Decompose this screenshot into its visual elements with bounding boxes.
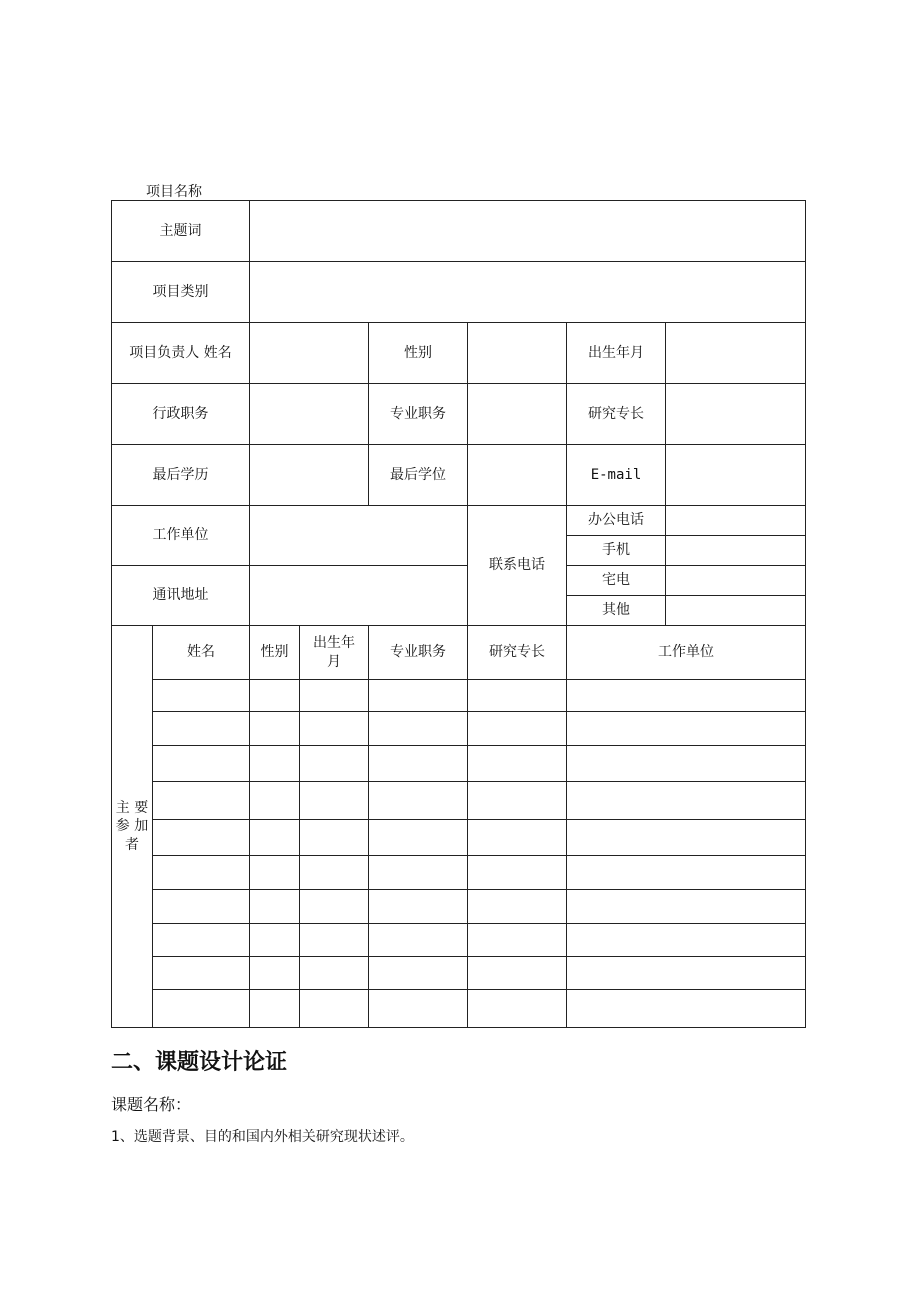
- member-birth-cell[interactable]: [300, 782, 369, 820]
- table-row: [112, 680, 806, 712]
- member-prof-title-cell[interactable]: [369, 990, 468, 1028]
- keywords-label: 主题词: [112, 201, 250, 262]
- member-prof-title-cell[interactable]: [369, 856, 468, 890]
- keywords-field[interactable]: [250, 201, 806, 262]
- member-work-unit-cell[interactable]: [567, 820, 806, 856]
- member-gender-cell[interactable]: [250, 820, 300, 856]
- project-name-label: 项目名称: [146, 184, 202, 200]
- member-research-cell[interactable]: [468, 712, 567, 746]
- member-research-cell[interactable]: [468, 890, 567, 924]
- members-section-label: [112, 626, 153, 1028]
- gender-label: 性别: [369, 323, 468, 384]
- member-prof-title-cell[interactable]: [369, 890, 468, 924]
- email-label: E-mail: [567, 445, 666, 506]
- member-gender-cell[interactable]: [250, 924, 300, 957]
- work-unit-label: 工作单位: [112, 506, 250, 566]
- member-prof-title-cell[interactable]: [369, 680, 468, 712]
- member-research-cell[interactable]: [468, 957, 567, 990]
- member-birth-cell[interactable]: [300, 746, 369, 782]
- members-label-line2: 参 加: [115, 818, 149, 835]
- gender-field[interactable]: [468, 323, 567, 384]
- member-work-unit-cell[interactable]: [567, 782, 806, 820]
- prof-title-field[interactable]: [468, 384, 567, 445]
- member-prof-title-cell[interactable]: [369, 782, 468, 820]
- member-prof-title-cell[interactable]: [369, 924, 468, 957]
- work-unit-field[interactable]: [250, 506, 468, 566]
- member-research-cell[interactable]: [468, 924, 567, 957]
- member-gender-cell[interactable]: [250, 856, 300, 890]
- table-row: [112, 782, 806, 820]
- member-birth-cell[interactable]: [300, 712, 369, 746]
- member-name-cell[interactable]: [153, 957, 250, 990]
- other-phone-label: 其他: [567, 596, 666, 626]
- admin-title-field[interactable]: [250, 384, 369, 445]
- member-gender-cell[interactable]: [250, 957, 300, 990]
- member-research-cell[interactable]: [468, 746, 567, 782]
- member-name-cell[interactable]: [153, 820, 250, 856]
- member-name-cell[interactable]: [153, 712, 250, 746]
- admin-title-label: 行政职务: [112, 384, 250, 445]
- member-work-unit-cell[interactable]: [567, 890, 806, 924]
- member-gender-cell[interactable]: [250, 782, 300, 820]
- member-prof-title-cell[interactable]: [369, 820, 468, 856]
- email-field[interactable]: [666, 445, 806, 506]
- category-label: 项目类别: [112, 262, 250, 323]
- table-row: [112, 820, 806, 856]
- member-birth-cell[interactable]: [300, 924, 369, 957]
- section-title: 二、课题设计论证: [111, 1050, 288, 1075]
- member-gender-cell[interactable]: [250, 746, 300, 782]
- member-work-unit-cell[interactable]: [567, 712, 806, 746]
- leader-name-label: 项目负责人 姓名: [112, 323, 250, 384]
- degree-label: 最后学位: [369, 445, 468, 506]
- contact-phone-label: 联系电话: [468, 506, 567, 626]
- member-work-unit-cell[interactable]: [567, 746, 806, 782]
- member-research-cell[interactable]: [468, 856, 567, 890]
- member-research-cell[interactable]: [468, 990, 567, 1028]
- member-research-cell[interactable]: [468, 680, 567, 712]
- member-birth-cell[interactable]: [300, 856, 369, 890]
- member-work-unit-cell[interactable]: [567, 990, 806, 1028]
- member-name-cell[interactable]: [153, 856, 250, 890]
- research-field[interactable]: [666, 384, 806, 445]
- table-row: [112, 957, 806, 990]
- table-row: [112, 990, 806, 1028]
- birth-label: 出生年月: [567, 323, 666, 384]
- members-label-line3: 者: [125, 836, 139, 853]
- member-name-cell[interactable]: [153, 746, 250, 782]
- education-field[interactable]: [250, 445, 369, 506]
- member-work-unit-cell[interactable]: [567, 924, 806, 957]
- address-label: 通讯地址: [112, 566, 250, 626]
- table-row: [112, 856, 806, 890]
- member-gender-cell[interactable]: [250, 890, 300, 924]
- member-work-unit-cell[interactable]: [567, 856, 806, 890]
- member-col-work-unit: 工作单位: [567, 626, 806, 680]
- member-gender-cell[interactable]: [250, 680, 300, 712]
- home-phone-field[interactable]: [666, 566, 806, 596]
- research-label: 研究专长: [567, 384, 666, 445]
- degree-field[interactable]: [468, 445, 567, 506]
- members-label-line1: 主 要: [115, 800, 149, 817]
- member-prof-title-cell[interactable]: [369, 746, 468, 782]
- application-form-table: [111, 200, 806, 1028]
- member-birth-cell[interactable]: [300, 990, 369, 1028]
- member-birth-cell[interactable]: [300, 820, 369, 856]
- member-work-unit-cell[interactable]: [567, 680, 806, 712]
- member-col-birth: [300, 626, 369, 680]
- member-gender-cell[interactable]: [250, 990, 300, 1028]
- member-col-name: 姓名: [153, 626, 250, 680]
- mobile-field[interactable]: [666, 536, 806, 566]
- leader-name-field[interactable]: [250, 323, 369, 384]
- member-research-cell[interactable]: [468, 782, 567, 820]
- member-work-unit-cell[interactable]: [567, 957, 806, 990]
- home-phone-label: 宅电: [567, 566, 666, 596]
- member-col-prof-title: 专业职务: [369, 626, 468, 680]
- member-gender-cell[interactable]: [250, 712, 300, 746]
- member-col-research: 研究专长: [468, 626, 567, 680]
- member-birth-cell[interactable]: [300, 680, 369, 712]
- member-birth-cell[interactable]: [300, 890, 369, 924]
- table-row: [112, 890, 806, 924]
- other-phone-field[interactable]: [666, 596, 806, 626]
- member-name-cell[interactable]: [153, 680, 250, 712]
- member-prof-title-cell[interactable]: [369, 712, 468, 746]
- office-phone-label: 办公电话: [567, 506, 666, 536]
- mobile-label: 手机: [567, 536, 666, 566]
- table-row: [112, 924, 806, 957]
- member-name-cell[interactable]: [153, 782, 250, 820]
- table-row: [112, 746, 806, 782]
- education-label: 最后学历: [112, 445, 250, 506]
- member-name-cell[interactable]: [153, 890, 250, 924]
- member-birth-cell[interactable]: [300, 957, 369, 990]
- office-phone-field[interactable]: [666, 506, 806, 536]
- address-field[interactable]: [250, 566, 468, 626]
- subject-name-label: 课题名称：: [111, 1095, 192, 1114]
- member-name-cell[interactable]: [153, 924, 250, 957]
- prof-title-label: 专业职务: [369, 384, 468, 445]
- member-research-cell[interactable]: [468, 820, 567, 856]
- member-prof-title-cell[interactable]: [369, 957, 468, 990]
- member-col-gender: 性别: [250, 626, 300, 680]
- member-col-birth-line1: 出生年: [313, 635, 355, 652]
- member-name-cell[interactable]: [153, 990, 250, 1028]
- birth-field[interactable]: [666, 323, 806, 384]
- category-field[interactable]: [250, 262, 806, 323]
- table-row: [112, 712, 806, 746]
- item-1-text: 1、选题背景、目的和国内外相关研究现状述评。: [111, 1129, 414, 1145]
- member-col-birth-line2: 月: [327, 653, 341, 670]
